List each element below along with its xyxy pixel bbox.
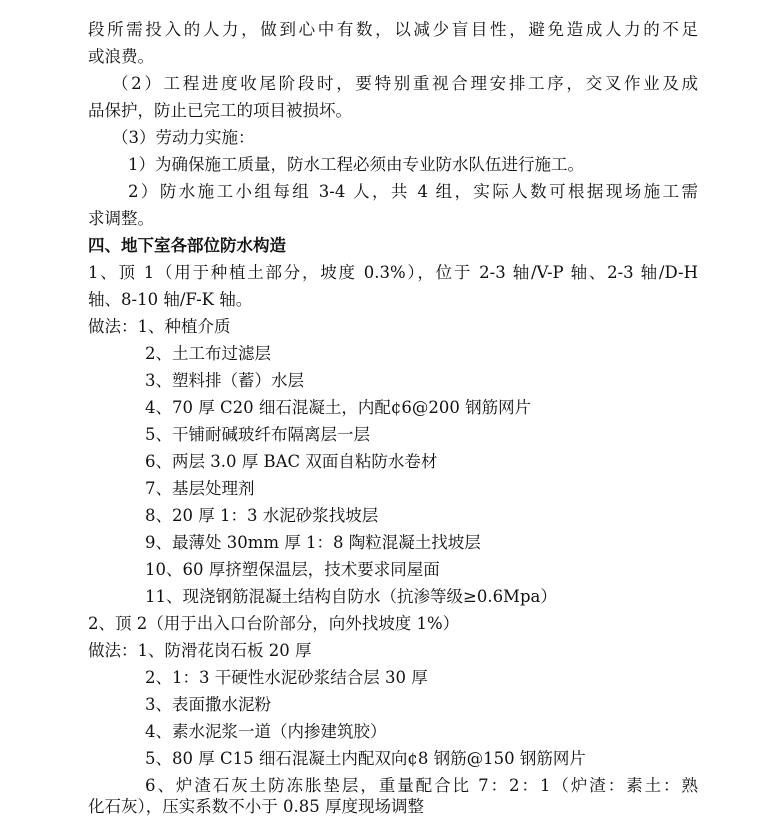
method-step: 8、20 厚 1：3 水泥砂浆找坡层 <box>145 506 379 525</box>
paragraph-line: 化石灰），压实系数不小于 0.85 厚度现场调整 <box>88 797 424 816</box>
paragraph-line: 1、顶 1（用于种植土部分，坡度 0.3%），位于 2-3 轴/V-P 轴、2-3 轴/D-H <box>88 263 698 282</box>
method-step: 6、炉渣石灰土防冻胀垫层，重量配合比 7：2：1（炉渣：素土：熟 <box>145 776 698 795</box>
method-step: 4、素水泥浆一道（内掺建筑胶） <box>145 722 387 741</box>
paragraph-line: 2、顶 2（用于出入口台阶部分，向外找坡度 1%） <box>88 614 460 633</box>
paragraph-line: 或浪费。 <box>88 47 154 66</box>
method-step: 2、土工布过滤层 <box>145 344 271 363</box>
method-step: 4、70 厚 C20 细石混凝土，内配¢6@200 钢筋网片 <box>145 398 532 417</box>
section-heading: 四、地下室各部位防水构造 <box>88 236 286 255</box>
method-line: 做法：1、种植介质 <box>88 317 231 336</box>
method-step: 10、60 厚挤塑保温层，技术要求同屋面 <box>145 560 440 579</box>
method-line: 做法：1、防滑花岗石板 20 厚 <box>88 641 312 660</box>
method-step: 11、现浇钢筋混凝土结构自防水（抗渗等级≥0.6Mpa） <box>145 587 557 606</box>
method-step: 5、80 厚 C15 细石混凝土内配双向¢8 钢筋@150 钢筋网片 <box>145 749 586 768</box>
method-step: 3、表面撒水泥粉 <box>145 695 271 714</box>
method-step: 3、塑料排（蓄）水层 <box>145 371 304 390</box>
paragraph-line: 1）为确保施工质量，防水工程必须由专业防水队伍进行施工。 <box>128 155 584 174</box>
method-step: 2、1：3 干硬性水泥砂浆结合层 30 厚 <box>145 668 428 687</box>
paragraph-line: 2）防水施工小组每组 3-4 人，共 4 组，实际人数可根据现场施工需 <box>128 182 698 201</box>
paragraph-line: 段所需投入的人力，做到心中有数，以减少盲目性，避免造成人力的不足 <box>88 20 698 39</box>
method-step: 5、干铺耐碱玻纤布隔离层一层 <box>145 425 370 444</box>
paragraph-line: 轴、8-10 轴/F-K 轴。 <box>88 290 253 309</box>
paragraph-line: （3）劳动力实施： <box>112 128 255 147</box>
paragraph-line: （2）工程进度收尾阶段时，要特别重视合理安排工序，交叉作业及成 <box>112 74 698 93</box>
method-step: 7、基层处理剂 <box>145 479 255 498</box>
paragraph-line: 求调整。 <box>88 209 154 228</box>
method-step: 6、两层 3.0 厚 BAC 双面自粘防水卷材 <box>145 452 438 471</box>
method-step: 9、最薄处 30mm 厚 1：8 陶粒混凝土找坡层 <box>145 533 481 552</box>
paragraph-line: 品保护，防止已完工的项目被损坏。 <box>88 101 352 120</box>
